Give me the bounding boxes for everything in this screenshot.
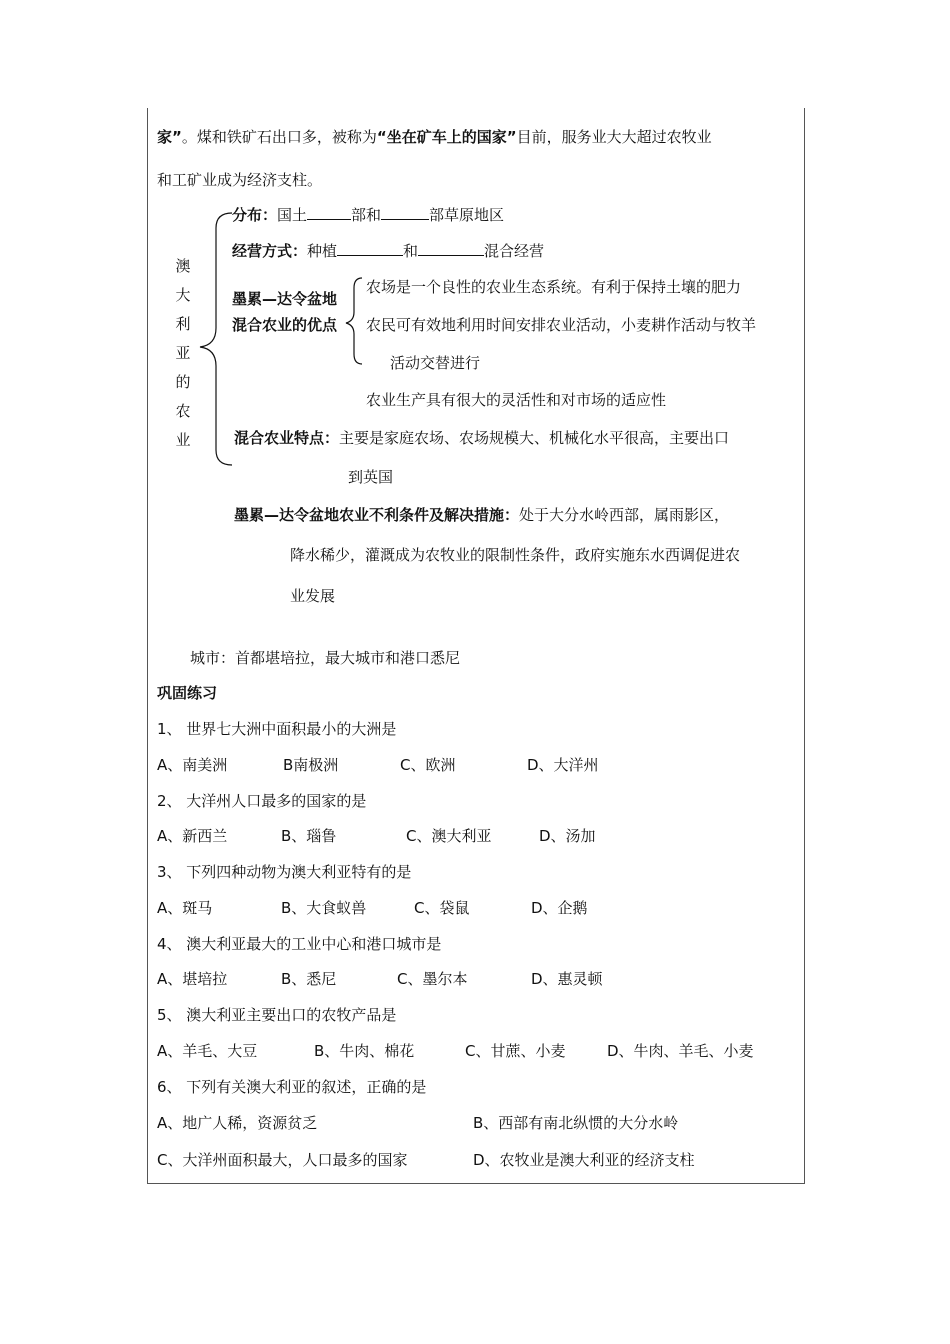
question-3-options — [157, 898, 588, 918]
option: C、墨尔本 — [397, 970, 468, 988]
option: C、澳大利亚 — [406, 827, 492, 845]
question-6: 6、 下列有关澳大利亚的叙述，正确的是 — [157, 1078, 427, 1096]
exercise-title: 巩固练习 — [157, 684, 218, 702]
conditions-text-cont-2: 业发展 — [290, 587, 336, 605]
vertical-char: 利 — [175, 315, 191, 333]
conditions-label: 墨累—达令盆地农业不利条件及解决措施： — [234, 506, 520, 524]
intro-line-2: 和工矿业成为经济支柱。 — [157, 171, 323, 189]
big-brace-icon — [200, 213, 232, 465]
advantage-label-2: 混合农业的优点 — [232, 316, 338, 334]
mode-line — [232, 241, 544, 261]
question-6-options-row-1 — [157, 1113, 679, 1133]
option: B、瑙鲁 — [281, 827, 337, 845]
option: C、袋鼠 — [414, 899, 470, 917]
mode-text-c: 混合经营 — [484, 242, 545, 260]
question-2-options — [157, 826, 596, 846]
vertical-char: 的 — [175, 373, 191, 391]
option: D、汤加 — [539, 827, 596, 845]
question-5-options — [157, 1041, 754, 1061]
intro-text-2: 目前，服务业大大超过农牧业 — [516, 128, 712, 146]
option: D、企鹅 — [531, 899, 588, 917]
conditions-line — [234, 505, 729, 525]
vertical-char: 澳 — [175, 257, 191, 275]
mode-label: 经营方式： — [232, 242, 308, 260]
blank-field — [307, 205, 351, 220]
intro-bold-2: “坐在矿车上的国家” — [376, 128, 517, 146]
option: C、甘蔗、小麦 — [465, 1042, 566, 1060]
advantage-item-1: 农场是一个良性的农业生态系统。有利于保持土壤的肥力 — [366, 278, 742, 296]
distribution-text-b: 部和 — [351, 206, 382, 224]
blank-field — [337, 241, 403, 256]
features-text-cont: 到英国 — [348, 468, 394, 486]
question-5: 5、 澳大利亚主要出口的农牧产品是 — [157, 1006, 397, 1024]
option: C、大洋州面积最大，人口最多的国家 — [157, 1151, 408, 1169]
option: A、羊毛、大豆 — [157, 1042, 258, 1060]
option: B、悉尼 — [281, 970, 337, 988]
option: B、西部有南北纵惯的大分水岭 — [473, 1114, 679, 1132]
question-1: 1、 世界七大洲中面积最小的大洲是 — [157, 720, 397, 738]
option: D、惠灵顿 — [531, 970, 603, 988]
option: D、牛肉、羊毛、小麦 — [607, 1042, 754, 1060]
option: A、斑马 — [157, 899, 213, 917]
option: B南极洲 — [283, 756, 339, 774]
blank-field — [381, 205, 429, 220]
mode-text-a: 种植 — [307, 242, 338, 260]
option: A、新西兰 — [157, 827, 228, 845]
option: A、地广人稀，资源贫乏 — [157, 1114, 318, 1132]
features-line — [234, 428, 729, 448]
option: B、牛肉、棉花 — [314, 1042, 415, 1060]
vertical-title — [173, 252, 193, 455]
features-label: 混合农业特点： — [234, 429, 340, 447]
vertical-char: 大 — [175, 286, 191, 304]
question-4: 4、 澳大利亚最大的工业中心和港口城市是 — [157, 935, 442, 953]
option: A、南美洲 — [157, 756, 228, 774]
distribution-text-a: 国土 — [277, 206, 308, 224]
distribution-line — [232, 205, 504, 225]
advantage-item-3: 农业生产具有很大的灵活性和对市场的适应性 — [366, 391, 667, 409]
blank-field — [418, 241, 484, 256]
question-1-options — [157, 755, 599, 775]
advantage-item-2-cont: 活动交替进行 — [390, 354, 481, 372]
option: A、堪培拉 — [157, 970, 228, 988]
distribution-text-c: 部草原地区 — [429, 206, 505, 224]
small-brace-icon — [346, 278, 362, 364]
conditions-text-cont-1: 降水稀少，灌溉成为农牧业的限制性条件，政府实施东水西调促进农 — [290, 546, 741, 564]
city-line: 城市：首都堪培拉，最大城市和港口悉尼 — [190, 649, 461, 667]
conditions-text: 处于大分水岭西部，属雨影区， — [519, 506, 730, 524]
question-2: 2、 大洋州人口最多的国家的是 — [157, 792, 367, 810]
question-3: 3、 下列四种动物为澳大利亚特有的是 — [157, 863, 412, 881]
distribution-label: 分布： — [232, 206, 278, 224]
question-4-options — [157, 969, 603, 989]
option: D、农牧业是澳大利亚的经济支柱 — [473, 1151, 695, 1169]
vertical-char: 亚 — [175, 344, 191, 362]
advantage-label-1: 墨累—达令盆地 — [232, 290, 338, 308]
advantage-item-2: 农民可有效地利用时间安排农业活动，小麦耕作活动与牧羊 — [366, 316, 757, 334]
mode-text-b: 和 — [403, 242, 419, 260]
intro-bold-1: 家” — [157, 128, 182, 146]
option: C、欧洲 — [400, 756, 456, 774]
features-text: 主要是家庭农场、农场规模大、机械化水平很高，主要出口 — [339, 429, 730, 447]
vertical-char: 农 — [175, 402, 191, 420]
option: D、大洋州 — [527, 756, 599, 774]
option: B、大食蚁兽 — [281, 899, 367, 917]
question-6-options-row-2 — [157, 1150, 695, 1170]
intro-text-1: 。煤和铁矿石出口多，被称为 — [181, 128, 377, 146]
vertical-char: 业 — [175, 431, 191, 449]
